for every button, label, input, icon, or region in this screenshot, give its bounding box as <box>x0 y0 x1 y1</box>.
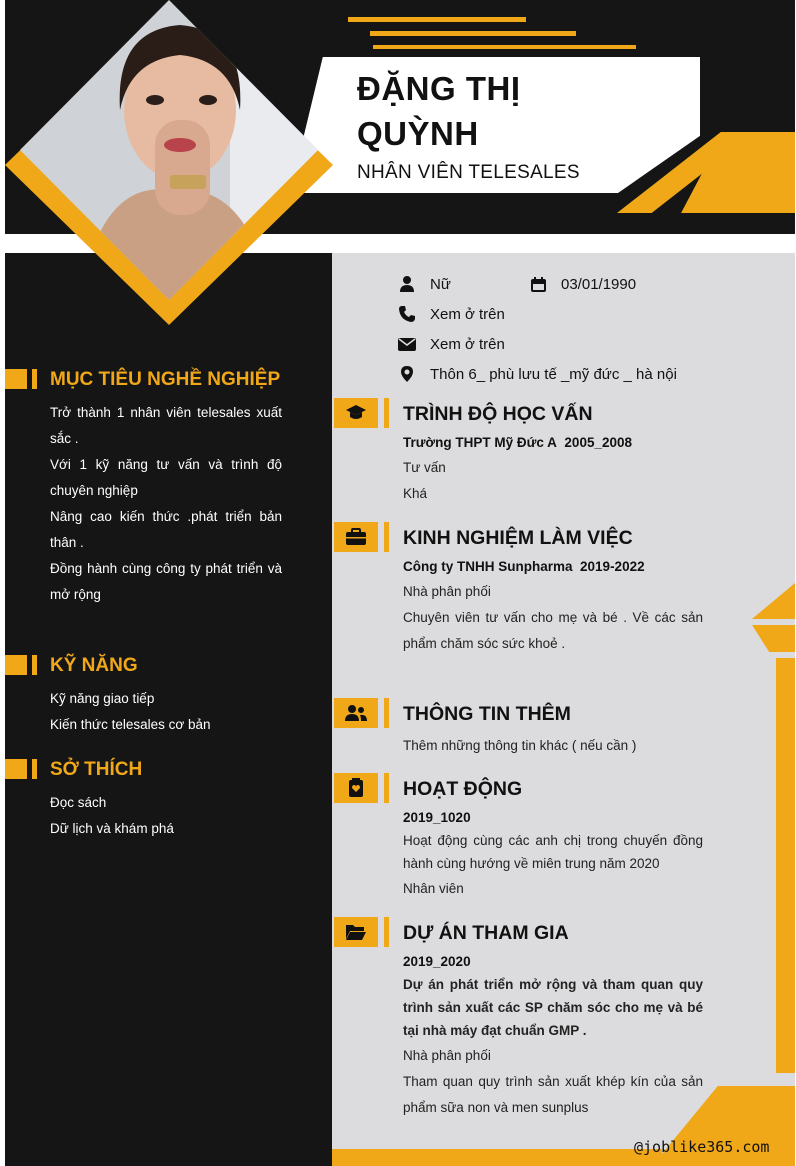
projects-name: Dự án phát triển mở rộng và tham quan quy trình sản xuất các SP chăm sóc cho mẹ và bé tại nhà máy đạt chuẩn GMP . <box>403 977 703 1038</box>
birthday-value: 03/01/1990 <box>561 275 637 293</box>
extra-text: Thêm những thông tin khác ( nếu cần ) <box>403 738 637 753</box>
list-item: Trở thành 1 nhân viên telesales xuất sắc . <box>50 405 282 446</box>
education-major: Tư vấn <box>403 460 446 475</box>
header-accent-line <box>370 31 576 36</box>
calendar-icon <box>530 276 547 293</box>
section-marker <box>32 759 37 779</box>
list-item: Nâng cao kiến thức .phát triển bản thân . <box>50 509 282 550</box>
projects-details <box>403 1043 703 1121</box>
projects-icon-box <box>334 917 378 947</box>
users-icon <box>344 704 368 722</box>
activities-period: 2019_1020 <box>403 810 471 825</box>
projects-role: Nhà phân phối <box>403 1048 491 1063</box>
phone-value: Xem ở trên <box>430 305 505 323</box>
activities-description: Hoạt động cùng các anh chị trong chuyến đồng hành cùng hướng về miên trung năm 2020 <box>403 833 703 871</box>
list-item: Đọc sách <box>50 795 107 810</box>
education-period: 2005_2008 <box>564 435 632 450</box>
list-item: Kiến thức telesales cơ bản <box>50 717 211 732</box>
email-value: Xem ở trên <box>430 335 505 353</box>
bottom-bar <box>332 1149 662 1166</box>
section-bar <box>384 698 389 728</box>
education-grade: Khá <box>403 486 428 501</box>
activities-title: HOẠT ĐỘNG <box>403 778 523 800</box>
info-gender <box>398 274 451 294</box>
education-title: TRÌNH ĐỘ HỌC VẤN <box>403 403 593 425</box>
name-line-2: QUỲNH <box>357 115 479 152</box>
section-bar <box>384 773 389 803</box>
name-line-1: ĐẶNG THỊ <box>357 70 521 107</box>
experience-details <box>403 579 703 657</box>
list-item: Dữ lịch và khám phá <box>50 821 174 836</box>
activities-details <box>403 829 703 900</box>
badge-icon <box>348 778 364 798</box>
projects-period: 2019_2020 <box>403 954 471 969</box>
skills-title: KỸ NĂNG <box>50 655 138 676</box>
extra-title: THÔNG TIN THÊM <box>403 703 571 725</box>
graduation-cap-icon <box>345 404 367 422</box>
section-bar <box>384 398 389 428</box>
info-birthday <box>530 274 636 294</box>
education-details <box>403 455 703 507</box>
activities-icon-box <box>334 773 378 803</box>
education-school <box>403 435 632 450</box>
info-address <box>398 364 677 384</box>
info-email <box>398 334 505 354</box>
extra-icon-box <box>334 698 378 728</box>
experience-description: Chuyên viên tư vấn cho mẹ và bé . Về các sản phẩm chăm sóc sức khoẻ . <box>403 610 703 651</box>
section-marker <box>5 759 27 779</box>
gender-value: Nữ <box>430 275 451 293</box>
side-triangle <box>752 583 795 619</box>
experience-period: 2019-2022 <box>580 559 645 574</box>
experience-company <box>403 559 645 574</box>
header-accent-line <box>348 17 526 22</box>
side-triangle <box>752 625 795 652</box>
company-name: Công ty TNHH Sunpharma <box>403 559 573 574</box>
education-icon-box <box>334 398 378 428</box>
hobbies-list <box>50 790 282 842</box>
experience-position: Nhà phân phối <box>403 584 491 599</box>
experience-title: KINH NGHIỆM LÀM VIỆC <box>403 527 633 549</box>
envelope-icon <box>398 336 416 352</box>
footer-credit: @joblike365.com <box>634 1138 770 1156</box>
skills-list <box>50 686 282 738</box>
school-name: Trường THPT Mỹ Đức A <box>403 435 557 450</box>
objective-title: MỤC TIÊU NGHỀ NGHIỆP <box>50 369 281 390</box>
section-bar <box>384 522 389 552</box>
info-phone <box>398 304 505 324</box>
projects-title: DỰ ÁN THAM GIA <box>403 922 569 944</box>
section-marker <box>32 655 37 675</box>
section-bar <box>384 917 389 947</box>
list-item: Kỹ năng giao tiếp <box>50 691 155 706</box>
header-accent-line <box>373 45 636 49</box>
activities-role: Nhân viên <box>403 881 464 896</box>
briefcase-icon <box>345 528 367 546</box>
projects-description: Tham quan quy trình sản xuất khép kín của sản phẩm sữa non và men sunplus <box>403 1074 703 1115</box>
side-bar <box>776 658 795 1073</box>
section-marker <box>32 369 37 389</box>
user-icon <box>398 275 416 293</box>
experience-icon-box <box>334 522 378 552</box>
address-value: Thôn 6_ phù lưu tế _mỹ đức _ hà nội <box>430 365 677 383</box>
section-marker <box>5 369 27 389</box>
list-item: Với 1 kỹ năng tư vấn và trình độ chuyên nghiệp <box>50 457 282 498</box>
phone-icon <box>398 305 416 323</box>
hobbies-title: SỞ THÍCH <box>50 759 143 780</box>
section-marker <box>5 655 27 675</box>
objective-list <box>50 400 282 608</box>
map-pin-icon <box>398 365 416 383</box>
job-title: NHÂN VIÊN TELESALES <box>357 162 580 183</box>
list-item: Đồng hành cùng công ty phát triển và mở rộng <box>50 561 282 602</box>
folder-icon <box>345 923 367 941</box>
